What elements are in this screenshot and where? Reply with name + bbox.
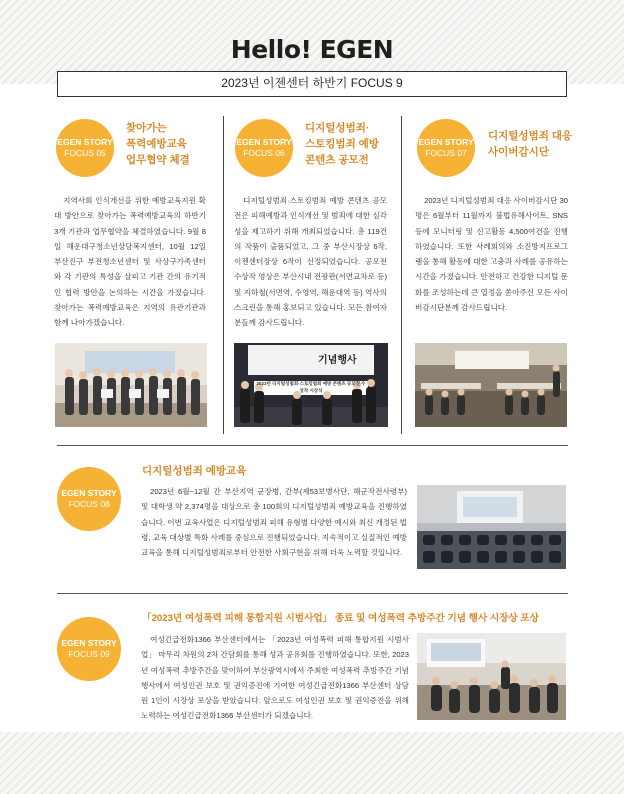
focus-09-badge [57,617,121,681]
section-divider [57,445,568,446]
focus-08-heading: 디지털성범죄 예방교육 [142,465,247,477]
badge-story-label: EGEN STORY [57,137,113,147]
focus-08-photo [417,485,566,569]
focus-05-heading [126,120,221,168]
brand-title: Hello! EGEN [230,35,394,64]
heading-line: 스토킹범죄 예방 [305,138,379,150]
focus-07-badge [417,119,475,177]
heading-line: 디지털성범죄 대응 [488,130,573,142]
focus-05-badge [56,119,114,177]
focus-08-body: 2023년 6월~12월 간 부산지역 군장병, 간부(제53보병사단, 해군작전사령부) 및 대학생 약 2,374명을 대상으로 총 100회의 디지털성범죄 예방교육을 진행하였습니다. 이번 교육사업은 디지털성범죄 피해 유형별 다양한 예시와 최신 개정된 법령, 교육 대상별 특화 사례를 중심으로 진행되었습니다. 지속적이고 실질적인 예방교육을 통해 디지털성범죄로부터 안전한 사회구현을 위해 더욱 노력할 것입니다. [141,487,407,558]
focus-06-body: 디지털성범죄·스토킹범죄 예방 콘텐츠 공모전은 피해예방과 인식개선 및 범죄에 대한 심각성을 제고하기 위해 개최되었습니다. 총 119건의 작품이 출품되었고, 그 중 부산시장상 6작, 이젠센터장상 6작이 선정되었습니다. 공모전 수상작 영상은 부산시내 전광판(서면교차로 등) 및 지하철(서면역, 수영역, 해운대역 등) 역사의 스크린을 통해 홍보되고 있습니다. 모든 참여자분들께 감사드립니다. [234,196,387,328]
photo-event-banner: 2023년 디지털성범죄·스토킹범죄 예방 콘텐츠 공모전 수상작 시상식 [256,381,366,393]
badge-story-label: EGEN STORY [236,137,292,147]
badge-focus-label: FOCUS 09 [68,649,110,659]
badge-focus-label: FOCUS 08 [68,499,110,509]
badge-focus-label: FOCUS 06 [243,148,285,158]
badge-story-label: EGEN STORY [418,137,474,147]
focus-05-photo [55,343,207,427]
heading-line: 업무협약 체결 [126,154,190,166]
heading-line: 찾아가는 [126,122,167,134]
column-divider [223,116,224,434]
focus-07-body: 2023년 디지털성범죄 대응 사이버감시단 30명은 6월부터 11월까지 불법유해사이트, SNS 등에 모니터링 및 신고활동 4,500여건을 진행하였습니다. 또한 사례회의와 소진방지프로그램을 통해 활동에 대한 고충과 사례를 공유하는 시간을 가졌습니다. 안전하고 건강한 디지털 문화를 조성하는데 큰 열정을 쏟아주신 모든 사이버감시단분께 감사드립니다. [415,196,568,313]
banner-title: 2023년 이젠센터 하반기 FOCUS 9 [57,71,567,97]
focus-08-badge [57,467,121,531]
focus-09-heading: 「2023년 여성폭력 피해 통합지원 시범사업」 종료 및 여성폭력 추방주간 기념 행사 시장상 포상 [142,613,539,624]
focus-07-heading [488,128,578,160]
badge-focus-label: FOCUS 05 [64,148,106,158]
badge-story-label: EGEN STORY [61,638,117,648]
focus-07-photo [415,343,567,427]
badge-story-label: EGEN STORY [61,488,117,498]
column-divider [401,116,402,434]
focus-09-body: 여성긴급전화1366 부산센터에서는 「2023년 여성폭력 피해 통합지원 시범사업」 마무리 차원의 2차 간담회를 통해 성과 공유회를 진행하였습니다. 또한, 2023년 여성폭력 추방주간을 맞이하여 부산광역시에서 주최한 여성폭력 추방주간 기념행사에서 여성인권 보호 및 권익증진에 기여한 여성긴급전화1366 부산센터 상담원 1인이 시장상 포상을 받았습니다. 앞으로도 여성인권 보호 및 권익증진을 위해 노력하는 여성긴급전화1366 부산센터가 되겠습니다. [141,635,409,721]
badge-focus-label: FOCUS 07 [425,148,467,158]
photo-event-sign: 기념행사 [318,355,357,366]
focus-06-heading [305,120,400,168]
heading-line: 사이버감시단 [488,146,549,158]
section-divider [57,593,568,594]
focus-06-photo [234,343,388,427]
heading-line: 폭력예방교육 [126,138,187,150]
focus-06-badge [235,119,293,177]
heading-line: 콘텐츠 공모전 [305,154,369,166]
bottom-stripe-band [0,732,624,794]
focus-09-photo [417,633,566,720]
heading-line: 디지털성범죄· [305,122,370,134]
focus-05-body: 지역사회 인식개선을 위한 예방교육지원 확대 방안으로 찾아가는 폭력예방교육의 하반기 3개 기관과 업무협약을 체결하였습니다. 9월 8일 해운대구청소년상담복지센터, 10월 12일 부산진구 부전청소년센터 및 사상구가족센터와 각 기관의 특성을 살피고 기관 간의 유기적인 협력 방안을 논의하는 시간을 가졌습니다. 찾아가는 폭력예방교육은 지역의 유관기관과 함께 나아가겠습니다. [54,196,206,328]
